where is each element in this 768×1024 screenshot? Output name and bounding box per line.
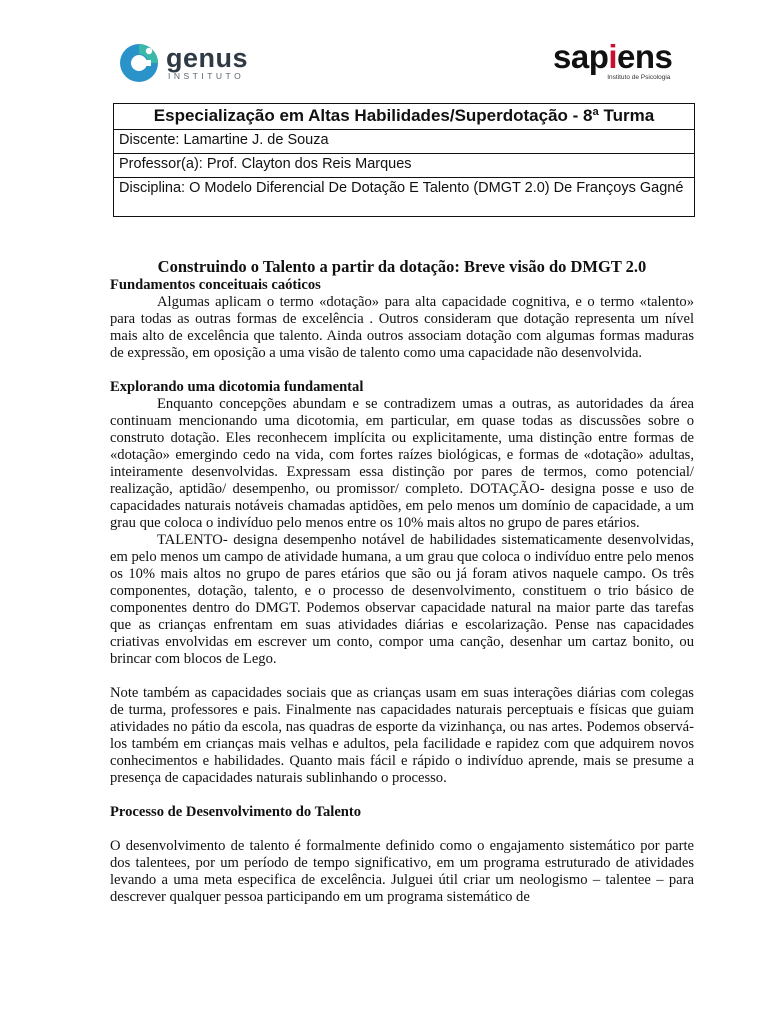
spacer [110, 362, 694, 379]
course-info-table [113, 103, 695, 217]
paragraph: O desenvolvimento de talento é formalmente definido como o engajamento sistemático por parte dos talentees, por um período de tempo significativo, em um programa estruturado de atividades levando a uma meta especifica de excelência. Julguei útil criar um neologismo – talentee – para descrever qualquer pessoa participando em um programa sistemático de [110, 838, 694, 905]
document-title: Construindo o Talento a partir da dotação: Breve visão do DMGT 2.0 [157, 257, 647, 276]
sapiens-logo-accent: i [608, 38, 618, 75]
table-row [114, 178, 695, 217]
paragraph: TALENTO- designa desempenho notável de habilidades sistematicamente desenvolvidas, em pelo menos um campo de atividade humana, a um grau que coloca o indivíduo entre pelo menos os 10% mais altos no grupo de pares etários que são ou já foram ativos naquele campo. Os três componentes, dotação, talento, e o processo de desenvolvimento, constituem o trio básico de componentes dentro do DMGT. Podemos observar capacidade natural na maior parte das tarefas que as crianças enfrentam em suas atividades diárias e escolarização. Pense nas capacidades criativas envolvidas em escrever um conto, compor uma canção, desenhar um cartaz bonito, ou brincar com blocos de Lego. [110, 532, 694, 667]
paragraph: Enquanto concepções abundam e se contradizem umas a outras, as autoridades da área continuam mencionando uma dicotomia, em particular, em quase todas as discussões sobre o construto dotação. Eles reconhecem implícita ou explicitamente, uma distinção entre formas de «dotação» emergindo cedo na vida, com fortes raízes biológicas, e formas de «dotação» adultas, inteiramente desenvolvidas. Expressam essa distinção por pares de termos, como potencial/ realização, aptidão/ desempenho, ou promissor/ completo. DOTAÇÃO- designa posse e uso de capacidades naturais notáveis chamadas aptidões, em pelo menos um domínio de capacidade, a um grau que coloca o indivíduo pelo menos entre os 10% mais altos no grupo de pares etários. [110, 396, 694, 531]
paragraph: Note também as capacidades sociais que as crianças usam em suas interações diárias com colegas de turma, professores e pais. Finalmente nas capacidades naturais perceptuais e físicas que guiam atividades no pátio da escola, nas quadras de esporte da vizinhança, ou nas artes. Podemos observá-los também em crianças mais velhas e adultos, pela facilidade e rapidez com que adquirem novos conhecimentos e habilidades. Quanto mais fácil e rápido o indivíduo aprende, mais se presume a presença de capacidades naturais sublinhando o processo. [110, 685, 694, 786]
spacer [110, 787, 694, 804]
sapiens-logo-part: sap [553, 38, 609, 75]
genus-logo-subtitle: INSTITUTO [168, 71, 245, 81]
section-heading: Processo de Desenvolvimento do Talento [110, 804, 362, 820]
spacer [110, 668, 694, 685]
spacer [110, 821, 694, 838]
genus-logo-icon [118, 42, 160, 84]
discipline-cell: Disciplina: O Modelo Diferencial De Dotação E Talento (DMGT 2.0) De Françoys Gagné [114, 178, 695, 217]
section-heading: Explorando uma dicotomia fundamental [110, 379, 364, 395]
table-row [114, 104, 695, 130]
student-cell: Discente: Lamartine J. de Souza [114, 130, 695, 154]
genus-logo [118, 42, 248, 84]
section-heading: Fundamentos conceituais caóticos [110, 277, 321, 293]
sapiens-logo [553, 40, 672, 81]
sapiens-logo-name [553, 40, 672, 73]
table-row [114, 154, 695, 178]
table-row [114, 130, 695, 154]
paragraph: Algumas aplicam o termo «dotação» para alta capacidade cognitiva, e o termo «talento» para todas as outras formas de excelência . Outros consideram que dotação representa um nível mais alto de excelência que talento. Ainda outros associam dotação com algumas formas maduras de expressão, em oposição a uma visão de talento como uma capacidade não desenvolvida. [110, 294, 694, 361]
sapiens-logo-subtitle: Instituto de Psicologia [607, 74, 671, 81]
professor-cell: Professor(a): Prof. Clayton dos Reis Marques [114, 154, 695, 178]
sapiens-logo-part: ens [617, 38, 673, 75]
document-body [110, 257, 694, 906]
genus-logo-name: genus [166, 43, 249, 73]
course-title: Especialização em Altas Habilidades/Superdotação - 8ª Turma [114, 104, 695, 130]
